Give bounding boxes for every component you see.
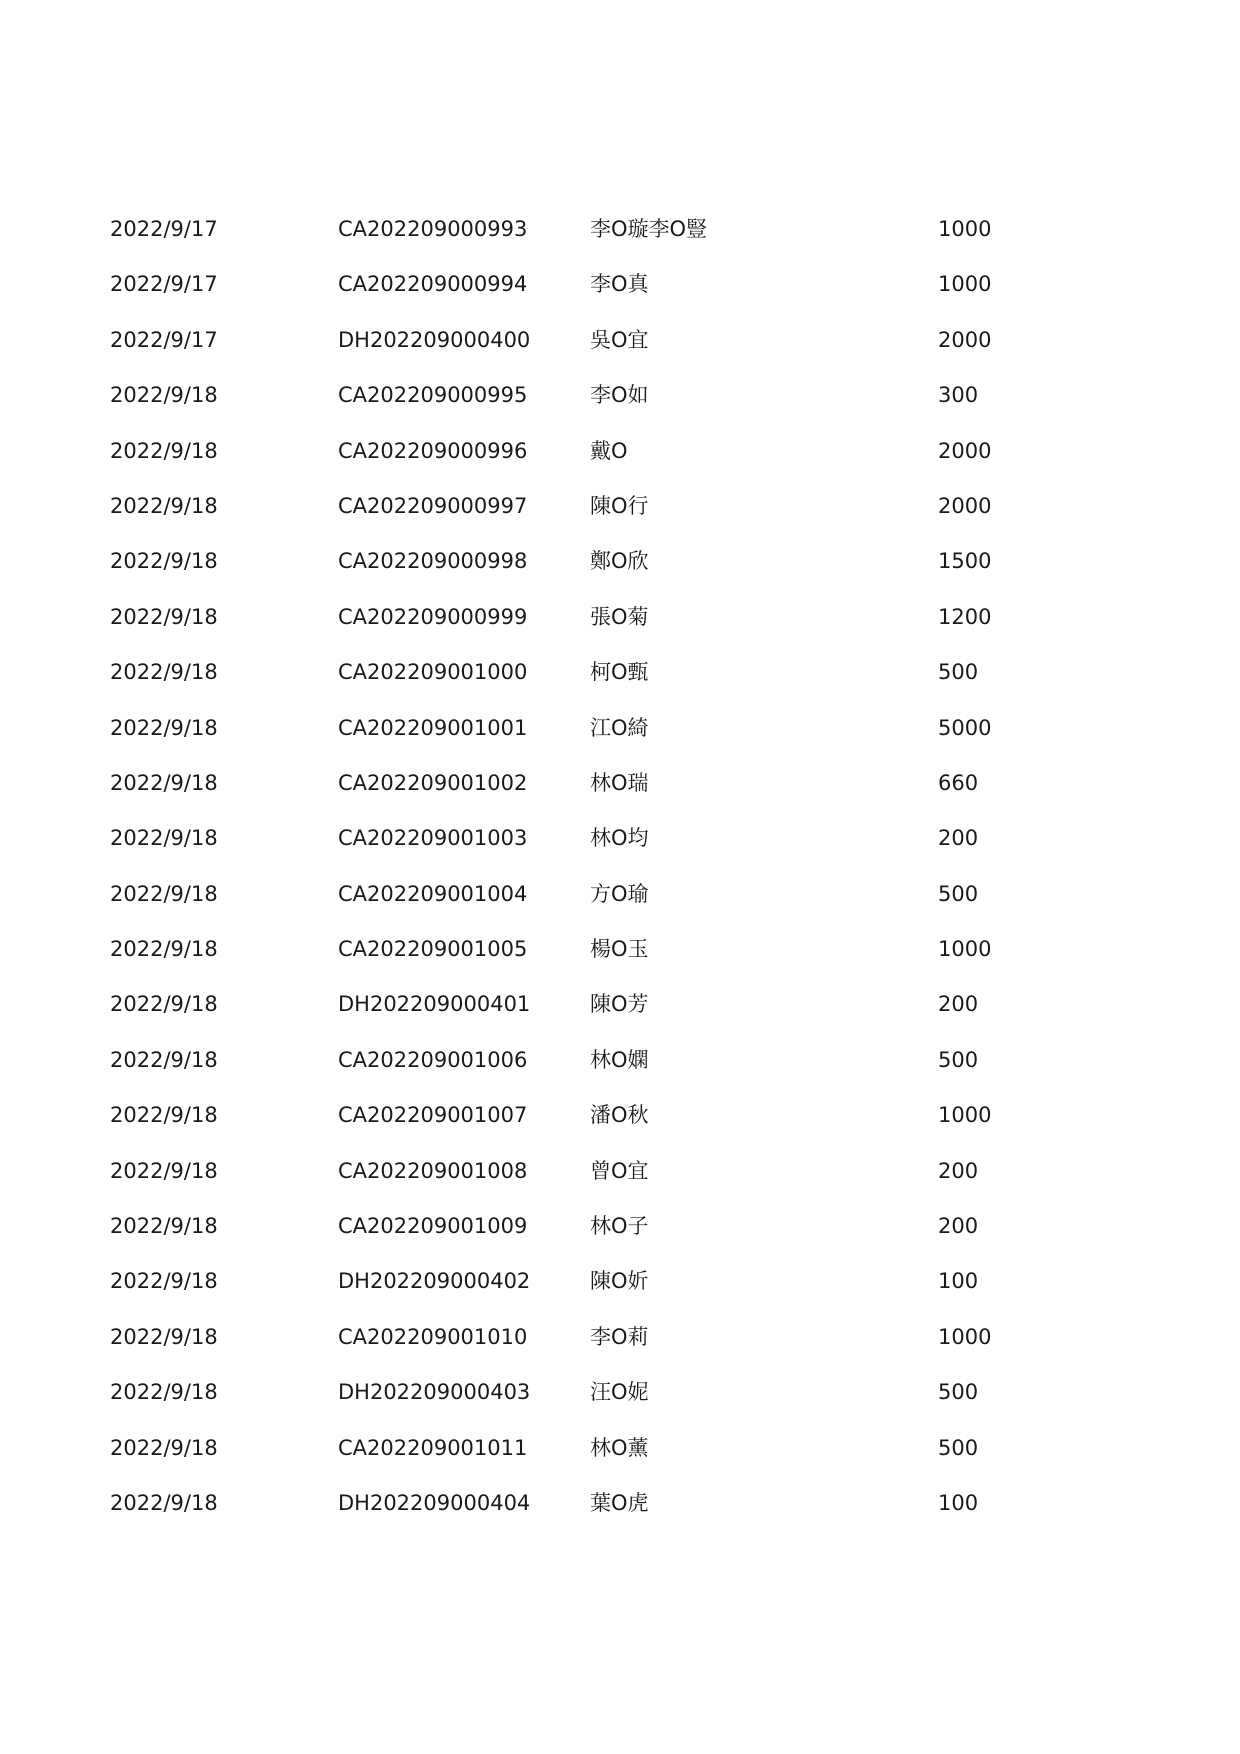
table-row — [110, 489, 1130, 544]
donor-name-cell: 戴O — [590, 438, 628, 463]
donor-name-cell: 柯O甄 — [590, 660, 649, 685]
table-row — [110, 1320, 1130, 1375]
amount-cell: 200 — [938, 826, 979, 851]
receipt-id-cell: CA202209001006 — [338, 1047, 528, 1072]
date-cell: 2022/9/18 — [110, 1435, 218, 1460]
date-cell: 2022/9/18 — [110, 1103, 218, 1128]
amount-cell: 500 — [938, 1047, 979, 1072]
date-cell: 2022/9/18 — [110, 604, 218, 629]
amount-cell: 1000 — [938, 217, 992, 241]
receipt-id-cell: CA202209001011 — [338, 1435, 528, 1460]
receipt-id-cell: DH202209000402 — [338, 1269, 531, 1294]
amount-cell: 1000 — [938, 1324, 992, 1349]
date-cell: 2022/9/18 — [110, 1380, 218, 1405]
receipt-id-cell: DH202209000400 — [338, 327, 531, 352]
donor-name-cell: 張O菊 — [590, 604, 649, 629]
receipt-id-cell: CA202209000995 — [338, 383, 528, 408]
donor-name-cell: 江O綺 — [590, 715, 649, 740]
table-row — [110, 655, 1130, 710]
receipt-id-cell: DH202209000403 — [338, 1380, 531, 1405]
table-row — [110, 932, 1130, 987]
donor-name-cell: 林O均 — [590, 826, 649, 851]
table-row — [110, 987, 1130, 1042]
donor-name-cell: 吳O宜 — [590, 327, 649, 352]
amount-cell: 500 — [938, 660, 979, 685]
date-cell: 2022/9/18 — [110, 937, 218, 962]
amount-cell: 1500 — [938, 549, 992, 574]
amount-cell: 1000 — [938, 937, 992, 962]
donor-name-cell: 曾O宜 — [590, 1158, 649, 1183]
donor-name-cell: 林O子 — [590, 1214, 649, 1239]
table-row — [110, 323, 1130, 378]
amount-cell: 2000 — [938, 493, 992, 518]
date-cell: 2022/9/18 — [110, 438, 218, 463]
receipt-id-cell: CA202209000996 — [338, 438, 528, 463]
amount-cell: 1200 — [938, 604, 992, 629]
table-row — [110, 877, 1130, 932]
table-row — [110, 1375, 1130, 1430]
amount-cell: 200 — [938, 992, 979, 1017]
receipt-id-cell: CA202209000997 — [338, 493, 528, 518]
table-row — [110, 766, 1130, 821]
table-row — [110, 1154, 1130, 1209]
donor-name-cell: 陳O芳 — [590, 992, 649, 1017]
receipt-id-cell: DH202209000404 — [338, 1490, 531, 1515]
donor-name-cell: 鄭O欣 — [590, 549, 649, 574]
amount-cell: 200 — [938, 1214, 979, 1239]
date-cell: 2022/9/18 — [110, 1158, 218, 1183]
table-row — [110, 1043, 1130, 1098]
amount-cell: 1000 — [938, 272, 992, 297]
receipt-id-cell: CA202209001005 — [338, 937, 528, 962]
donor-name-cell: 葉O虎 — [590, 1490, 649, 1515]
date-cell: 2022/9/18 — [110, 1324, 218, 1349]
receipt-id-cell: CA202209001001 — [338, 715, 528, 740]
amount-cell: 5000 — [938, 715, 992, 740]
amount-cell: 2000 — [938, 327, 992, 352]
amount-cell: 660 — [938, 770, 979, 795]
receipt-id-cell: CA202209000993 — [338, 217, 528, 241]
date-cell: 2022/9/18 — [110, 493, 218, 518]
date-cell: 2022/9/17 — [110, 327, 218, 352]
donor-name-cell: 李O如 — [590, 383, 649, 408]
receipt-id-cell: CA202209001000 — [338, 660, 528, 685]
date-cell: 2022/9/18 — [110, 660, 218, 685]
date-cell: 2022/9/17 — [110, 272, 218, 297]
donation-table — [110, 212, 1130, 1541]
donor-name-cell: 李O真 — [590, 272, 649, 297]
receipt-id-cell: CA202209001009 — [338, 1214, 528, 1239]
date-cell: 2022/9/18 — [110, 992, 218, 1017]
table-row — [110, 821, 1130, 876]
amount-cell: 2000 — [938, 438, 992, 463]
amount-cell: 100 — [938, 1490, 979, 1515]
table-row — [110, 212, 1130, 267]
date-cell: 2022/9/18 — [110, 881, 218, 906]
receipt-id-cell: CA202209001004 — [338, 881, 528, 906]
receipt-id-cell: CA202209001008 — [338, 1158, 528, 1183]
receipt-id-cell: CA202209001007 — [338, 1103, 528, 1128]
donor-name-cell: 潘O秋 — [590, 1103, 649, 1128]
table-row — [110, 1098, 1130, 1153]
receipt-id-cell: CA202209000999 — [338, 604, 528, 629]
table-row — [110, 267, 1130, 322]
table-row — [110, 434, 1130, 489]
receipt-id-cell: CA202209001010 — [338, 1324, 528, 1349]
receipt-id-cell: CA202209001002 — [338, 770, 528, 795]
donor-name-cell: 陳O行 — [590, 493, 649, 518]
date-cell: 2022/9/17 — [110, 217, 218, 241]
donor-name-cell: 汪O妮 — [590, 1380, 649, 1405]
date-cell: 2022/9/18 — [110, 770, 218, 795]
date-cell: 2022/9/18 — [110, 826, 218, 851]
amount-cell: 100 — [938, 1269, 979, 1294]
table-row — [110, 1264, 1130, 1319]
receipt-id-cell: CA202209001003 — [338, 826, 528, 851]
receipt-id-cell: CA202209000998 — [338, 549, 528, 574]
table-row — [110, 1486, 1130, 1541]
date-cell: 2022/9/18 — [110, 1214, 218, 1239]
amount-cell: 500 — [938, 1435, 979, 1460]
donor-name-cell: 陳O妡 — [590, 1269, 649, 1294]
table-row — [110, 378, 1130, 433]
amount-cell: 500 — [938, 881, 979, 906]
donor-name-cell: 李O莉 — [590, 1324, 649, 1349]
amount-cell: 1000 — [938, 1103, 992, 1128]
amount-cell: 500 — [938, 1380, 979, 1405]
donor-name-cell: 楊O玉 — [590, 937, 649, 962]
donor-name-cell: 林O瑞 — [590, 770, 649, 795]
donor-name-cell: 林O嫻 — [590, 1047, 649, 1072]
amount-cell: 300 — [938, 383, 979, 408]
receipt-id-cell: DH202209000401 — [338, 992, 531, 1017]
date-cell: 2022/9/18 — [110, 1269, 218, 1294]
donor-name-cell: 林O薰 — [590, 1435, 649, 1460]
table-row — [110, 1209, 1130, 1264]
receipt-id-cell: CA202209000994 — [338, 272, 528, 297]
donor-name-cell: 方O瑜 — [590, 881, 649, 906]
date-cell: 2022/9/18 — [110, 383, 218, 408]
date-cell: 2022/9/18 — [110, 549, 218, 574]
table-row — [110, 711, 1130, 766]
donor-name-cell: 李O璇李O豎 — [590, 217, 708, 241]
amount-cell: 200 — [938, 1158, 979, 1183]
date-cell: 2022/9/18 — [110, 1490, 218, 1515]
table-row — [110, 544, 1130, 599]
table-row — [110, 600, 1130, 655]
date-cell: 2022/9/18 — [110, 715, 218, 740]
table-row — [110, 1431, 1130, 1486]
date-cell: 2022/9/18 — [110, 1047, 218, 1072]
